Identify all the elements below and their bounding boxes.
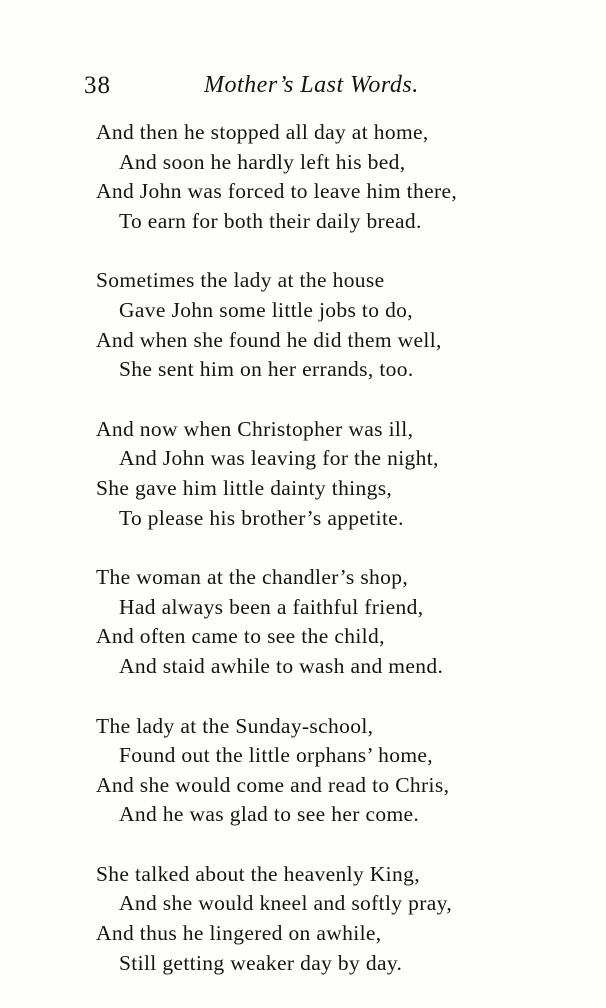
poem-line: The woman at the chandler’s shop,	[96, 565, 409, 590]
poem-line: Found out the little orphans’ home,	[119, 743, 434, 768]
stanza	[96, 712, 576, 830]
poem-line: And soon he hardly left his bed,	[119, 149, 406, 174]
poem-line: And staid awhile to wash and mend.	[119, 653, 444, 678]
poem-line: She gave him little dainty things,	[96, 475, 393, 500]
poem-line: Still getting weaker day by day.	[119, 950, 403, 975]
poem-line: And often came to see the child,	[96, 624, 385, 649]
running-title: Mother’s Last Words.	[204, 72, 419, 98]
stanza	[96, 563, 576, 681]
stanza	[96, 118, 576, 236]
poem-line: And then he stopped all day at home,	[96, 120, 429, 144]
poem-line: And when she found he did them well,	[96, 327, 442, 352]
page-header	[84, 72, 484, 106]
poem-line: And John was leaving for the night,	[119, 446, 439, 471]
stanza	[96, 860, 576, 978]
poem-line: To please his brother’s appetite.	[119, 505, 404, 530]
poem-line: And John was forced to leave him there,	[96, 179, 458, 204]
poem-line: Had always been a faithful friend,	[119, 594, 424, 619]
poem-line: Sometimes the lady at the house	[96, 268, 385, 293]
poem-line: And he was glad to see her come.	[119, 802, 420, 827]
poem-line: Gave John some little jobs to do,	[119, 297, 414, 322]
page-number: 38	[84, 72, 111, 99]
poem-line: And she would kneel and softly pray,	[119, 891, 453, 916]
poem-line: She sent him on her errands, too.	[119, 357, 414, 382]
poem-line: To earn for both their daily bread.	[119, 208, 422, 233]
poem-line: And she would come and read to Chris,	[96, 772, 450, 797]
poem-line: And thus he lingered on awhile,	[96, 921, 382, 946]
poem-line: And now when Christopher was ill,	[96, 416, 414, 441]
poem	[96, 118, 576, 1008]
poem-line: The lady at the Sunday-school,	[96, 713, 374, 738]
stanza	[96, 415, 576, 533]
poem-line: She talked about the heavenly King,	[96, 861, 420, 886]
stanza	[96, 266, 576, 384]
